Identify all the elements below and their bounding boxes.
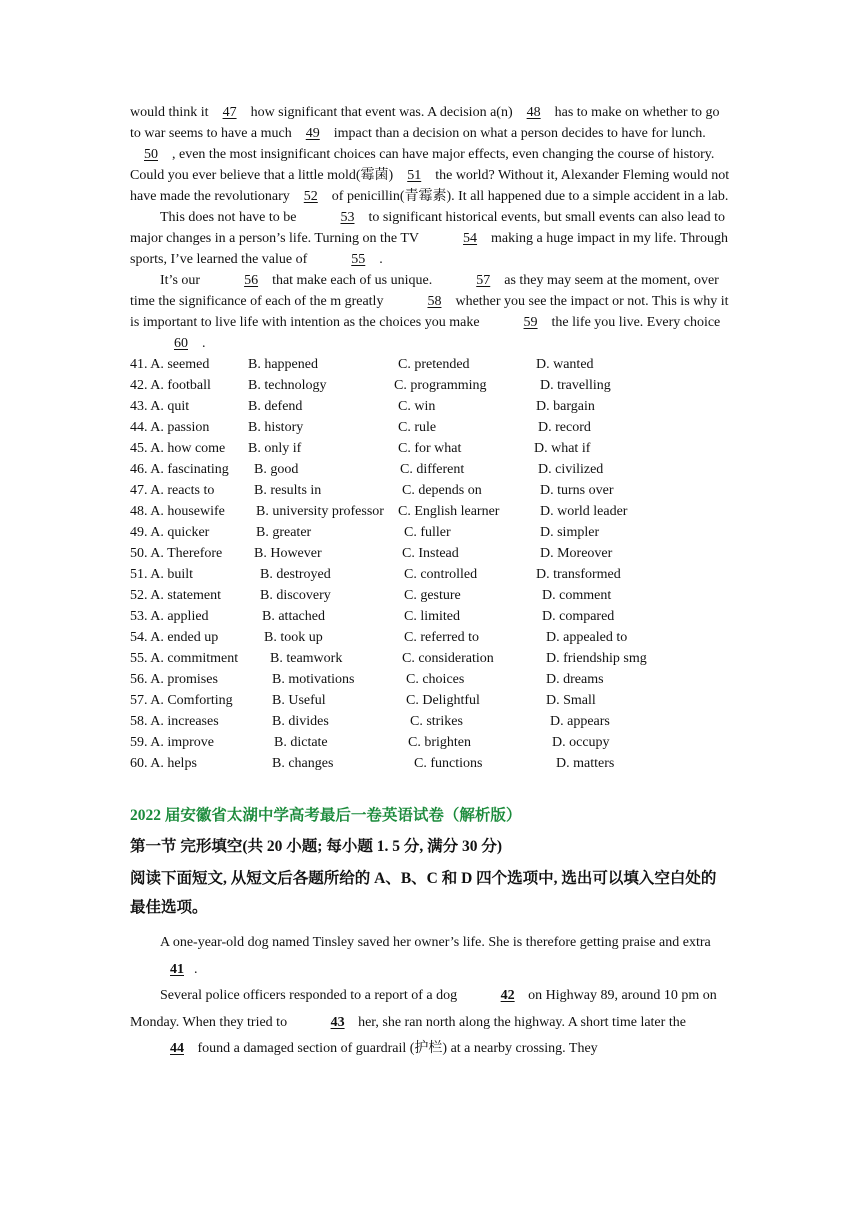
option-c: C. programming	[394, 378, 487, 393]
option-a: 57. A. Comforting	[130, 693, 233, 708]
option-b: B. However	[254, 546, 322, 561]
option-row	[130, 648, 730, 669]
option-row	[130, 711, 730, 732]
option-c: C. choices	[406, 672, 465, 687]
blank-60: 60	[174, 336, 188, 351]
text-run: A one-year-old dog named Tinsley saved her owner’s life. She is therefore getting praise and extra	[160, 935, 711, 950]
option-row	[130, 606, 730, 627]
option-row	[130, 522, 730, 543]
option-b: B. dictate	[274, 735, 328, 750]
option-row	[130, 564, 730, 585]
option-d: D. wanted	[536, 357, 594, 372]
option-c: C. rule	[398, 420, 437, 435]
passage2-paragraph-2	[130, 983, 730, 1063]
option-b: B. took up	[264, 630, 323, 645]
option-a: 47. A. reacts to	[130, 483, 215, 498]
option-b: B. teamwork	[270, 651, 343, 666]
option-b: B. history	[248, 420, 304, 435]
option-c: C. Instead	[402, 546, 459, 561]
option-b: B. destroyed	[260, 567, 331, 582]
option-c: C. different	[400, 462, 465, 477]
blank-48: 48	[526, 105, 541, 120]
option-row	[130, 375, 730, 396]
option-c: C. Delightful	[406, 693, 480, 708]
option-row	[130, 543, 730, 564]
option-row	[130, 690, 730, 711]
option-a: 59. A. improve	[130, 735, 214, 750]
option-b: B. happened	[248, 357, 318, 372]
blank-41: 41	[170, 961, 184, 977]
option-row	[130, 396, 730, 417]
option-c: C. depends on	[402, 483, 482, 498]
text-run: , even the most insignificant choices can have major effects, even changing the course of history. Could you ever believe that a little mold(霉菌)	[130, 147, 715, 183]
blank-51: 51	[407, 168, 422, 183]
option-c: C. strikes	[410, 714, 463, 729]
option-a: 50. A. Therefore	[130, 546, 223, 561]
option-c: C. referred to	[404, 630, 480, 645]
option-row	[130, 438, 730, 459]
option-a: 58. A. increases	[130, 714, 219, 729]
option-row	[130, 354, 730, 375]
text-run: of penicillin(青霉素). It all happened due to a simple accident in a lab.	[331, 189, 729, 204]
text-run: .	[202, 336, 206, 351]
option-row	[130, 669, 730, 690]
option-d: D. record	[538, 420, 591, 435]
text-run: .	[194, 961, 198, 977]
text-run: found a damaged section of guardrail (护栏) at a nearby crossing. They	[194, 1041, 598, 1056]
option-c: C. for what	[398, 441, 462, 456]
option-d: D. dreams	[546, 672, 604, 687]
blank-54: 54	[463, 231, 478, 246]
option-b: B. Useful	[272, 693, 326, 708]
option-row	[130, 417, 730, 438]
option-d: D. simpler	[540, 525, 600, 540]
option-c: C. consideration	[402, 651, 494, 666]
option-b: B. greater	[256, 525, 312, 540]
option-row	[130, 627, 730, 648]
option-b: B. defend	[248, 399, 303, 414]
text-run: has to make on whether to go to war seems to have a much	[130, 105, 720, 141]
option-d: D. civilized	[538, 462, 604, 477]
passage-1	[130, 102, 730, 354]
document-page	[130, 102, 730, 1063]
option-a: 49. A. quicker	[130, 525, 210, 540]
text-run: This does not have to be	[160, 210, 297, 225]
text-run: making a huge impact in my life. Through sports, I’ve learned the value of	[130, 231, 728, 267]
passage1-paragraph-1	[130, 102, 730, 207]
text-run: the world? Without it, Alexander Fleming would not have made the revolutionary	[130, 168, 730, 204]
blank-59: 59	[523, 315, 538, 330]
option-c: C. brighten	[408, 735, 471, 750]
option-a: 48. A. housewife	[130, 504, 225, 519]
option-c: C. gesture	[404, 588, 461, 603]
option-a: 53. A. applied	[130, 609, 209, 624]
option-row	[130, 753, 730, 774]
text-run: that make each of us unique.	[272, 273, 433, 288]
option-d: D. bargain	[536, 399, 595, 414]
blank-49: 49	[305, 126, 320, 141]
option-d: D. what if	[534, 441, 591, 456]
option-d: D. travelling	[540, 378, 611, 393]
blank-43: 43	[330, 1014, 345, 1030]
text-run: to significant historical events, but small events can also lead to major changes in a person’s life. Turning on the TV	[130, 210, 726, 246]
option-b: B. changes	[272, 756, 334, 771]
option-d: D. friendship smg	[546, 651, 647, 666]
exam-heading: 2022 届安徽省太湖中学高考最后一卷英语试卷（解析版）	[130, 807, 522, 824]
option-c: C. win	[398, 399, 436, 414]
text-run: Several police officers responded to a report of a dog	[160, 988, 461, 1003]
instruction-text: 阅读下面短文, 从短文后各题所给的 A、B、C 和 D 四个选项中, 选出可以填入空白处的最佳选项。	[130, 870, 717, 916]
blank-44: 44	[170, 1041, 184, 1056]
option-b: B. university professor	[256, 504, 384, 519]
option-d: D. Small	[546, 693, 596, 708]
option-a: 54. A. ended up	[130, 630, 219, 645]
option-b: B. good	[254, 462, 299, 477]
text-run: It’s our	[160, 273, 201, 288]
blank-47: 47	[222, 105, 237, 120]
option-b: B. only if	[248, 441, 302, 456]
option-a: 55. A. commitment	[130, 651, 239, 666]
option-d: D. world leader	[540, 504, 628, 519]
option-c: C. English learner	[398, 504, 500, 519]
text-run: whether you see the impact or not. This is why it is important to live life with intention as the choices you make	[130, 294, 729, 330]
option-row	[130, 732, 730, 753]
text-run: on Highway 89, around 10 pm on Monday. When they tried to	[130, 988, 717, 1030]
option-d: D. appealed to	[546, 630, 628, 645]
option-d: D. matters	[556, 756, 615, 771]
blank-53: 53	[340, 210, 355, 225]
text-run: would think it	[130, 105, 209, 120]
passage1-paragraph-3	[130, 270, 730, 354]
option-b: B. discovery	[260, 588, 331, 603]
text-run: her, she ran north along the highway. A short time later the	[354, 1014, 686, 1030]
option-a: 45. A. how come	[130, 441, 226, 456]
text-run: .	[379, 252, 383, 267]
passage1-paragraph-2	[130, 207, 730, 270]
option-b: B. results in	[254, 483, 322, 498]
blank-58: 58	[427, 294, 442, 309]
passage2-paragraph-1	[130, 930, 730, 983]
option-a: 51. A. built	[130, 567, 194, 582]
option-d: D. transformed	[536, 567, 621, 582]
text-run: impact than a decision on what a person decides to have for lunch.	[333, 126, 706, 141]
option-c: C. fuller	[404, 525, 451, 540]
option-b: B. technology	[248, 378, 327, 393]
option-row	[130, 501, 730, 522]
option-c: C. pretended	[398, 357, 470, 372]
blank-42: 42	[500, 988, 515, 1003]
options-list	[130, 354, 730, 774]
option-c: C. controlled	[404, 567, 478, 582]
option-b: B. motivations	[272, 672, 355, 687]
option-d: D. appears	[550, 714, 610, 729]
blank-56: 56	[244, 273, 259, 288]
option-a: 60. A. helps	[130, 756, 197, 771]
blank-57: 57	[476, 273, 491, 288]
option-a: 56. A. promises	[130, 672, 218, 687]
option-d: D. compared	[542, 609, 615, 624]
option-a: 42. A. football	[130, 378, 211, 393]
section-title: 第一节 完形填空(共 20 小题; 每小题 1. 5 分, 满分 30 分)	[130, 838, 502, 855]
option-row	[130, 480, 730, 501]
option-a: 44. A. passion	[130, 420, 210, 435]
option-d: D. turns over	[540, 483, 614, 498]
option-a: 41. A. seemed	[130, 357, 210, 372]
blank-50: 50	[144, 147, 158, 162]
blank-55: 55	[351, 252, 366, 267]
option-a: 43. A. quit	[130, 399, 190, 414]
text-run: as they may seem at the moment, over time the significance of each of the m greatly	[130, 273, 719, 309]
option-row	[130, 585, 730, 606]
option-d: D. comment	[542, 588, 612, 603]
option-d: D. Moreover	[540, 546, 613, 561]
option-a: 52. A. statement	[130, 588, 221, 603]
text-run: how significant that event was. A decision a(n)	[250, 105, 513, 120]
option-a: 46. A. fascinating	[130, 462, 229, 477]
option-c: C. functions	[414, 756, 483, 771]
passage-2	[130, 930, 730, 1063]
option-b: B. attached	[262, 609, 325, 624]
option-c: C. limited	[404, 609, 460, 624]
option-b: B. divides	[272, 714, 329, 729]
blank-52: 52	[303, 189, 318, 204]
option-row	[130, 459, 730, 480]
text-run: the life you live. Every choice	[551, 315, 721, 330]
option-d: D. occupy	[552, 735, 610, 750]
